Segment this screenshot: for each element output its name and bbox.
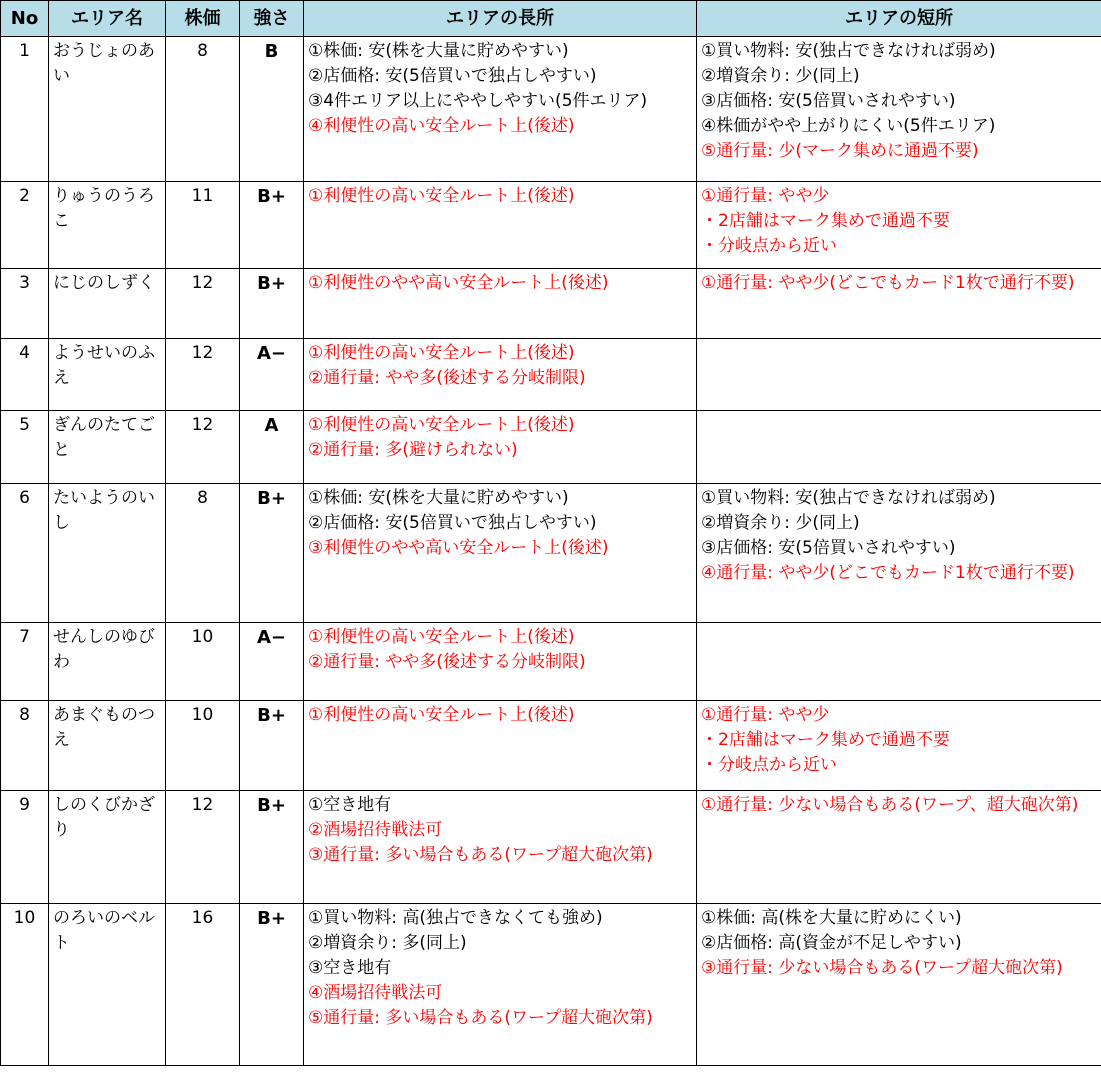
pros-cell [304,339,697,411]
header-row [1,1,1101,37]
stock-price: 12 [166,411,240,484]
strength-grade: B+ [240,182,304,269]
strength-grade: B+ [240,484,304,623]
row-no: 7 [1,623,49,701]
strength-grade: A− [240,623,304,701]
row-no: 9 [1,791,49,904]
strength-grade: B [240,37,304,182]
pro-point: ④利便性の高い安全ルート上(後述) [308,116,575,136]
strength-grade: B+ [240,269,304,339]
strength-grade: A− [240,339,304,411]
con-point: ・分岐点から近い [701,755,837,775]
con-point: ④通行量: やや少(どこでもカード1枚で通行不要) [701,563,1075,583]
cons-cell [697,37,1101,182]
row-no: 3 [1,269,49,339]
stock-price: 16 [166,904,240,1066]
con-point: ・2店舗はマーク集めで通過不要 [701,211,950,231]
stock-price: 10 [166,701,240,791]
cons-cell [697,484,1101,623]
pros-cell [304,37,697,182]
row-no: 5 [1,411,49,484]
pro-point: ②店価格: 安(5倍買いで独占しやすい) [308,66,597,86]
strength-grade: B+ [240,791,304,904]
con-point: ⑤通行量: 少(マーク集めに通過不要) [701,141,979,161]
pro-point: ①株価: 安(株を大量に貯めやすい) [308,41,569,61]
cons-cell [697,791,1101,904]
pros-cell [304,701,697,791]
table-row [1,182,1101,269]
header-strength: 強さ [240,1,304,37]
pro-point: ②酒場招待戦法可 [308,820,443,840]
pro-point: ①利便性の高い安全ルート上(後述) [308,186,575,206]
area-name: ぎんのたてごと [49,411,166,484]
pro-point: ②通行量: やや多(後述する分岐制限) [308,652,586,672]
cons-cell [697,269,1101,339]
pro-point: ③空き地有 [308,958,392,978]
strength-grade: B+ [240,904,304,1066]
row-no: 1 [1,37,49,182]
stock-price: 12 [166,269,240,339]
header-price: 株価 [166,1,240,37]
con-point: ①通行量: やや少(どこでもカード1枚で通行不要) [701,273,1075,293]
row-no: 10 [1,904,49,1066]
area-name: あまぐものつえ [49,701,166,791]
con-point: ①買い物料: 安(独占できなければ弱め) [701,488,996,508]
con-point: ②店価格: 高(資金が不足しやすい) [701,933,962,953]
pro-point: ②店価格: 安(5倍買いで独占しやすい) [308,513,597,533]
stock-price: 8 [166,484,240,623]
con-point: ①通行量: やや少 [701,186,830,206]
pros-cell [304,182,697,269]
cons-cell [697,623,1101,701]
row-no: 4 [1,339,49,411]
pro-point: ③利便性のやや高い安全ルート上(後述) [308,538,609,558]
pro-point: ②増資余り: 多(同上) [308,933,467,953]
cons-cell [697,701,1101,791]
pros-cell [304,791,697,904]
stock-price: 12 [166,339,240,411]
pro-point: ①利便性の高い安全ルート上(後述) [308,343,575,363]
cons-cell [697,182,1101,269]
strength-grade: A [240,411,304,484]
cons-cell [697,411,1101,484]
pros-cell [304,411,697,484]
pros-cell [304,623,697,701]
area-name: おうじょのあい [49,37,166,182]
con-point: ・2店舗はマーク集めで通過不要 [701,730,950,750]
table-row [1,269,1101,339]
row-no: 2 [1,182,49,269]
table-row [1,904,1101,1066]
con-point: ③通行量: 少ない場合もある(ワープ超大砲次第) [701,958,1063,978]
pro-point: ①株価: 安(株を大量に貯めやすい) [308,488,569,508]
header-name: エリア名 [49,1,166,37]
row-no: 8 [1,701,49,791]
table-row [1,623,1101,701]
con-point: ②増資余り: 少(同上) [701,66,860,86]
con-point: ③店価格: 安(5倍買いされやすい) [701,538,956,558]
area-name: しのくびかざり [49,791,166,904]
con-point: ③店価格: 安(5倍買いされやすい) [701,91,956,111]
con-point: ①通行量: 少ない場合もある(ワープ、超大砲次第) [701,795,1079,815]
pro-point: ②通行量: 多(避けられない) [308,440,518,460]
table-row [1,37,1101,182]
stock-price: 11 [166,182,240,269]
con-point: ①通行量: やや少 [701,705,830,725]
header-pros: エリアの長所 [304,1,697,37]
pro-point: ③4件エリア以上にややしやすい(5件エリア) [308,91,648,111]
stock-price: 10 [166,623,240,701]
header-cons: エリアの短所 [697,1,1101,37]
area-name: せんしのゆびわ [49,623,166,701]
area-name: たいようのいし [49,484,166,623]
row-no: 6 [1,484,49,623]
pro-point: ④酒場招待戦法可 [308,983,443,1003]
table-row [1,411,1101,484]
table-row [1,701,1101,791]
pro-point: ②通行量: やや多(後述する分岐制限) [308,368,586,388]
con-point: ②増資余り: 少(同上) [701,513,860,533]
table-row [1,339,1101,411]
con-point: ①株価: 高(株を大量に貯めにくい) [701,908,962,928]
table-row [1,484,1101,623]
pro-point: ①利便性の高い安全ルート上(後述) [308,415,575,435]
stock-price: 8 [166,37,240,182]
pro-point: ③通行量: 多い場合もある(ワープ超大砲次第) [308,845,653,865]
pro-point: ①空き地有 [308,795,392,815]
con-point: ・分岐点から近い [701,236,837,256]
pro-point: ①利便性の高い安全ルート上(後述) [308,705,575,725]
cons-cell [697,339,1101,411]
area-name: にじのしずく [49,269,166,339]
table-body [1,37,1101,1066]
pro-point: ①利便性の高い安全ルート上(後述) [308,627,575,647]
header-no: No [1,1,49,37]
pro-point: ①利便性のやや高い安全ルート上(後述) [308,273,609,293]
con-point: ④株価がやや上がりにくい(5件エリア) [701,116,996,136]
area-name: りゅうのうろこ [49,182,166,269]
pros-cell [304,269,697,339]
pros-cell [304,484,697,623]
area-name: のろいのベルト [49,904,166,1066]
con-point: ①買い物料: 安(独占できなければ弱め) [701,41,996,61]
stock-price: 12 [166,791,240,904]
pro-point: ⑤通行量: 多い場合もある(ワープ超大砲次第) [308,1008,653,1028]
pros-cell [304,904,697,1066]
pro-point: ①買い物料: 高(独占できなくても強め) [308,908,603,928]
area-name: ようせいのふえ [49,339,166,411]
table-row [1,791,1101,904]
cons-cell [697,904,1101,1066]
strength-grade: B+ [240,701,304,791]
